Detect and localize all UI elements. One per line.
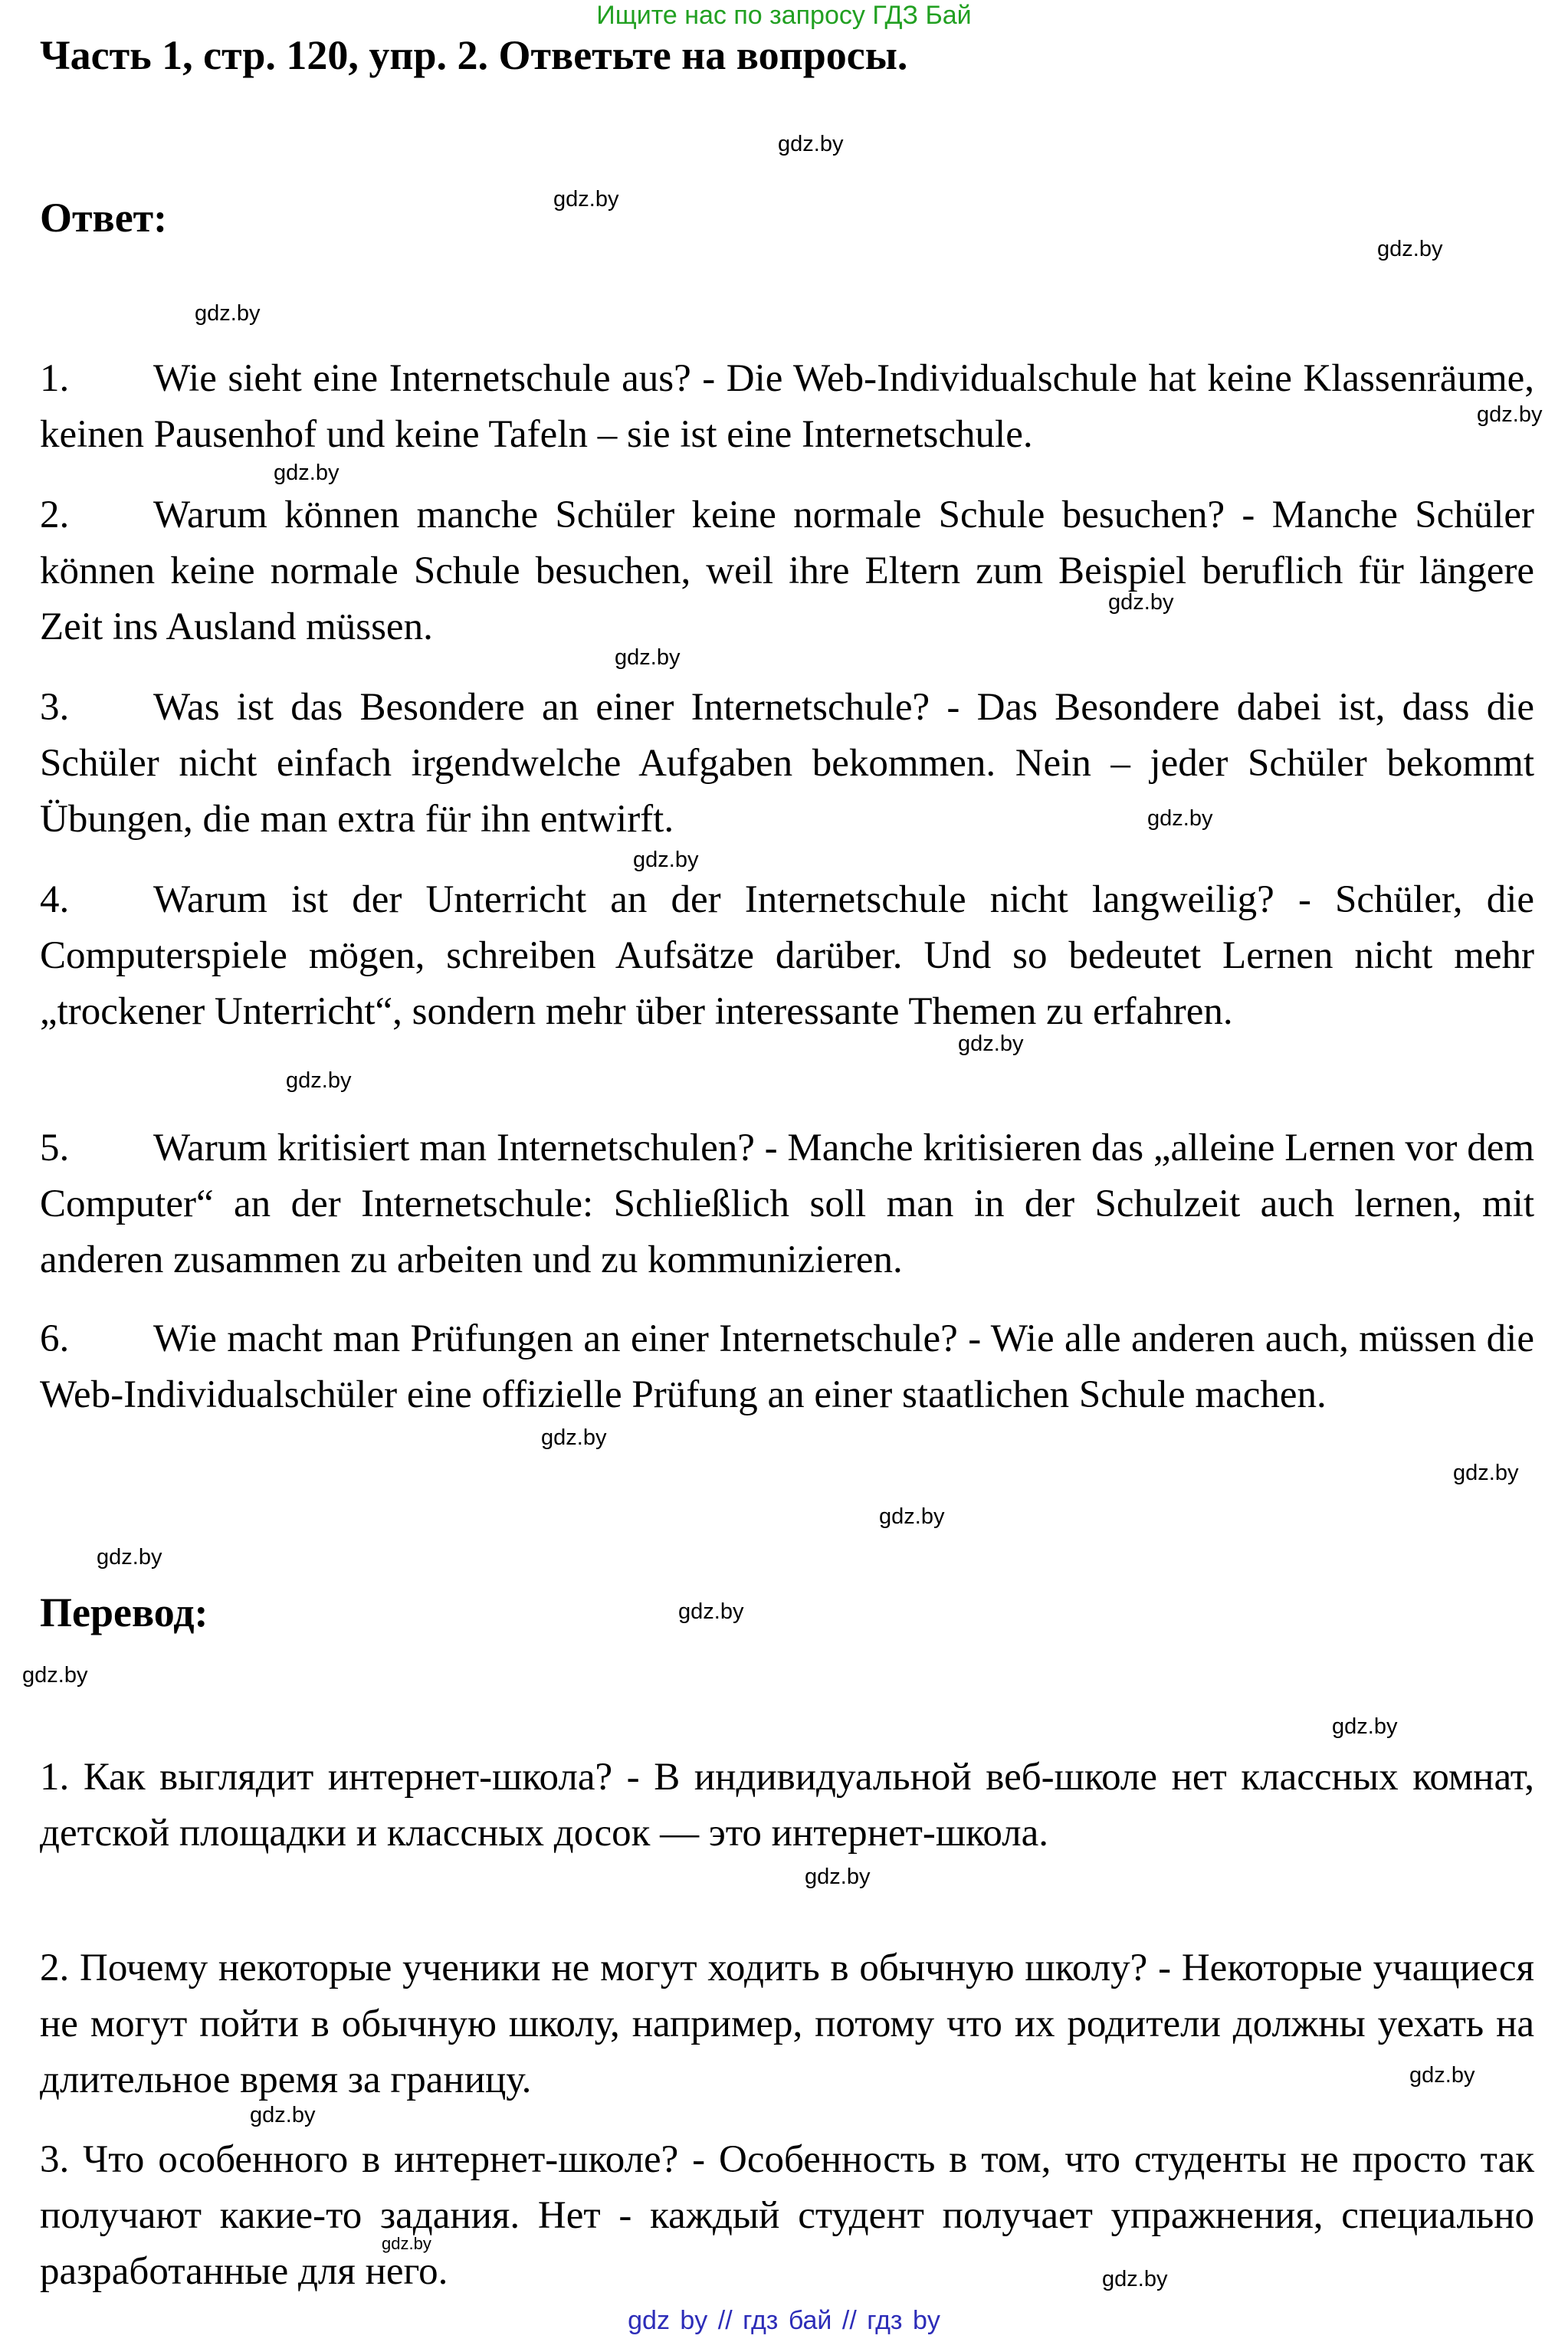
answer-text: Warum kritisiert man Internetschulen? - Manche kritisieren das „alleine Lernen vor dem Computer“ an der Internetschule: Schließlich soll man in der Schulzeit auch lernen, mit anderen zusammen zu arbeiten und zu kommunizieren.	[40, 1127, 1534, 1281]
answer-item-1	[40, 351, 1534, 463]
answer-item-3	[40, 680, 1534, 848]
watermark: gdz.by	[286, 1068, 352, 1093]
answer-number: 4.	[40, 878, 70, 921]
answer-text: Wie sieht eine Internetschule aus? - Die Web-Individualschule hat keine Klassenräume, keinen Pausenhof und keine Tafeln – sie ist eine Internetschule.	[40, 357, 1534, 456]
watermark: gdz.by	[778, 132, 844, 156]
translation-item-3: 3. Что особенного в интернет-школе? - Особенность в том, что студенты не просто так получают какие-то задания. Нет - каждый студент получает упражнения, специально разработанные для него.	[40, 2138, 1534, 2293]
answer-number: 6.	[40, 1317, 70, 1360]
watermark: gdz.by	[805, 1865, 871, 1889]
watermark: gdz.by	[615, 645, 681, 670]
watermark: gdz.by	[97, 1545, 162, 1570]
answer-number: 2.	[40, 494, 70, 536]
answer-item-5	[40, 1120, 1534, 1288]
watermark: gdz.by	[553, 187, 619, 212]
watermark: gdz.by	[1332, 1714, 1398, 1739]
watermark: gdz.by	[1377, 237, 1443, 261]
answer-item-4	[40, 872, 1534, 1040]
watermark: gdz.by	[195, 301, 261, 326]
answer-number: 5.	[40, 1127, 70, 1169]
watermark: gdz.by	[1108, 590, 1174, 615]
page-title: Часть 1, стр. 120, упр. 2. Ответьте на вопросы.	[40, 32, 908, 78]
watermark: gdz.by	[633, 848, 699, 872]
bottom-banner[interactable]: gdz by // гдз бай // гдз by	[628, 2306, 940, 2335]
answer-heading: Ответ:	[40, 195, 168, 241]
answer-text: Warum ist der Unterricht an der Internetschule nicht langweilig? - Schüler, die Computerspiele mögen, schreiben Aufsätze darüber. Und so bedeutet Lernen nicht mehr „trockener Unterricht“, sondern mehr über interessante Themen zu erfahren.	[40, 878, 1534, 1033]
answer-text: Was ist das Besondere an einer Internetschule? - Das Besondere dabei ist, dass die Schüler nicht einfach irgendwelche Aufgaben bekommen. Nein – jeder Schüler bekommt Übungen, die man extra für ihn entwirft.	[40, 686, 1534, 841]
answer-item-2	[40, 487, 1534, 655]
watermark: gdz.by	[879, 1504, 945, 1529]
watermark: gdz.by	[382, 2234, 431, 2253]
watermark: gdz.by	[541, 1425, 607, 1450]
watermark: gdz.by	[22, 1663, 88, 1688]
top-banner[interactable]: Ищите нас по запросу ГДЗ Бай	[596, 1, 972, 30]
answer-number: 1.	[40, 357, 70, 400]
watermark: gdz.by	[274, 461, 340, 485]
watermark: gdz.by	[1102, 2267, 1168, 2291]
answer-text: Wie macht man Prüfungen an einer Internetschule? - Wie alle anderen auch, müssen die Web-Individualschüler eine offizielle Prüfung an einer staatlichen Schule machen.	[40, 1317, 1534, 1416]
watermark: gdz.by	[1453, 1461, 1519, 1485]
answer-item-6	[40, 1311, 1534, 1423]
answer-text: Warum können manche Schüler keine normale Schule besuchen? - Manche Schüler können keine normale Schule besuchen, weil ihre Eltern zum Beispiel beruflich für längere Zeit ins Ausland müssen.	[40, 494, 1534, 648]
translation-item-2: 2. Почему некоторые ученики не могут ходить в обычную школу? - Некоторые учащиеся не могут пойти в обычную школу, например, потому что их родители должны уехать на длительное время за границу.	[40, 1947, 1534, 2101]
translation-item-1: 1. Как выглядит интернет-школа? - В индивидуальной веб-школе нет классных комнат, детской площадки и классных досок — это интернет-школа.	[40, 1756, 1534, 1855]
translation-heading: Перевод:	[40, 1589, 208, 1635]
watermark: gdz.by	[1477, 402, 1543, 427]
watermark: gdz.by	[958, 1032, 1024, 1056]
watermark: gdz.by	[678, 1599, 744, 1624]
answer-number: 3.	[40, 686, 70, 729]
watermark: gdz.by	[1409, 2063, 1475, 2088]
watermark: gdz.by	[250, 2103, 316, 2127]
watermark: gdz.by	[1147, 806, 1213, 831]
